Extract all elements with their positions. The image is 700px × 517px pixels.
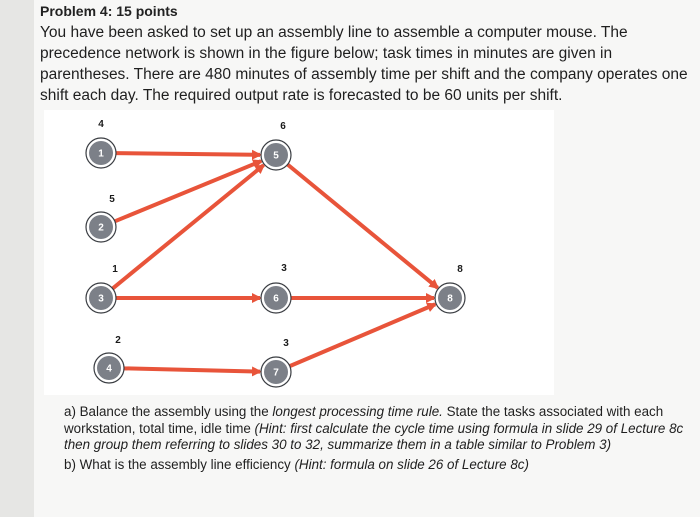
edge-4-to-7 bbox=[123, 368, 260, 371]
edge-2-to-5 bbox=[114, 161, 261, 222]
task-time-label: 1 bbox=[112, 264, 118, 275]
task-node-1 bbox=[86, 119, 116, 168]
task-node-label: 8 bbox=[447, 293, 453, 305]
task-node-8 bbox=[435, 264, 465, 313]
task-node-label: 6 bbox=[273, 293, 279, 305]
precedence-diagram-panel bbox=[44, 110, 554, 395]
edge-1-to-5 bbox=[115, 153, 260, 155]
edge-7-to-8 bbox=[289, 304, 435, 366]
task-time-label: 6 bbox=[280, 121, 286, 132]
questions bbox=[64, 404, 684, 476]
task-time-label: 8 bbox=[457, 264, 463, 275]
task-node-4 bbox=[94, 335, 124, 383]
edge-3-to-5 bbox=[112, 165, 264, 289]
task-time-label: 2 bbox=[115, 335, 121, 346]
task-node-label: 3 bbox=[98, 293, 104, 305]
task-node-label: 7 bbox=[273, 367, 279, 379]
task-time-label: 4 bbox=[98, 119, 104, 130]
task-node-label: 1 bbox=[98, 148, 104, 160]
task-node-2 bbox=[86, 194, 116, 242]
edge-5-to-8 bbox=[287, 164, 438, 288]
task-node-label: 2 bbox=[98, 222, 104, 234]
problem-intro: You have been asked to set up an assembly line to assemble a computer mouse. The precedence network is shown in the figure below; task times in minutes are given in parentheses. There are 480 minutes of assembly time per shift and the company operates one shift each day. The required output rate is forecasted to be 60 units per shift. bbox=[40, 24, 688, 104]
nodes-group bbox=[86, 119, 465, 387]
problem-title: Problem 4: 15 points bbox=[40, 3, 178, 19]
precedence-network bbox=[44, 110, 554, 395]
task-node-6 bbox=[261, 263, 291, 313]
edges-group bbox=[112, 150, 438, 371]
task-time-label: 3 bbox=[281, 263, 287, 274]
task-node-label: 5 bbox=[273, 150, 279, 162]
question-b: b) What is the assembly line efficiency (Hint: formula on slide 26 of Lecture 8c) bbox=[64, 456, 529, 472]
task-node-7 bbox=[261, 338, 291, 387]
task-time-label: 5 bbox=[109, 194, 115, 205]
question-a: a) Balance the assembly using the longest processing time rule. State the tasks associated with each workstation, total time, idle time (Hint: first calculate the cycle time using formula in slide 29 of Lecture 8c then group them referring to slides 30 to 32, summarize them in a table similar to Problem 3) bbox=[64, 404, 684, 452]
task-time-label: 3 bbox=[283, 338, 289, 349]
task-node-label: 4 bbox=[106, 363, 112, 375]
task-node-5 bbox=[261, 121, 291, 170]
